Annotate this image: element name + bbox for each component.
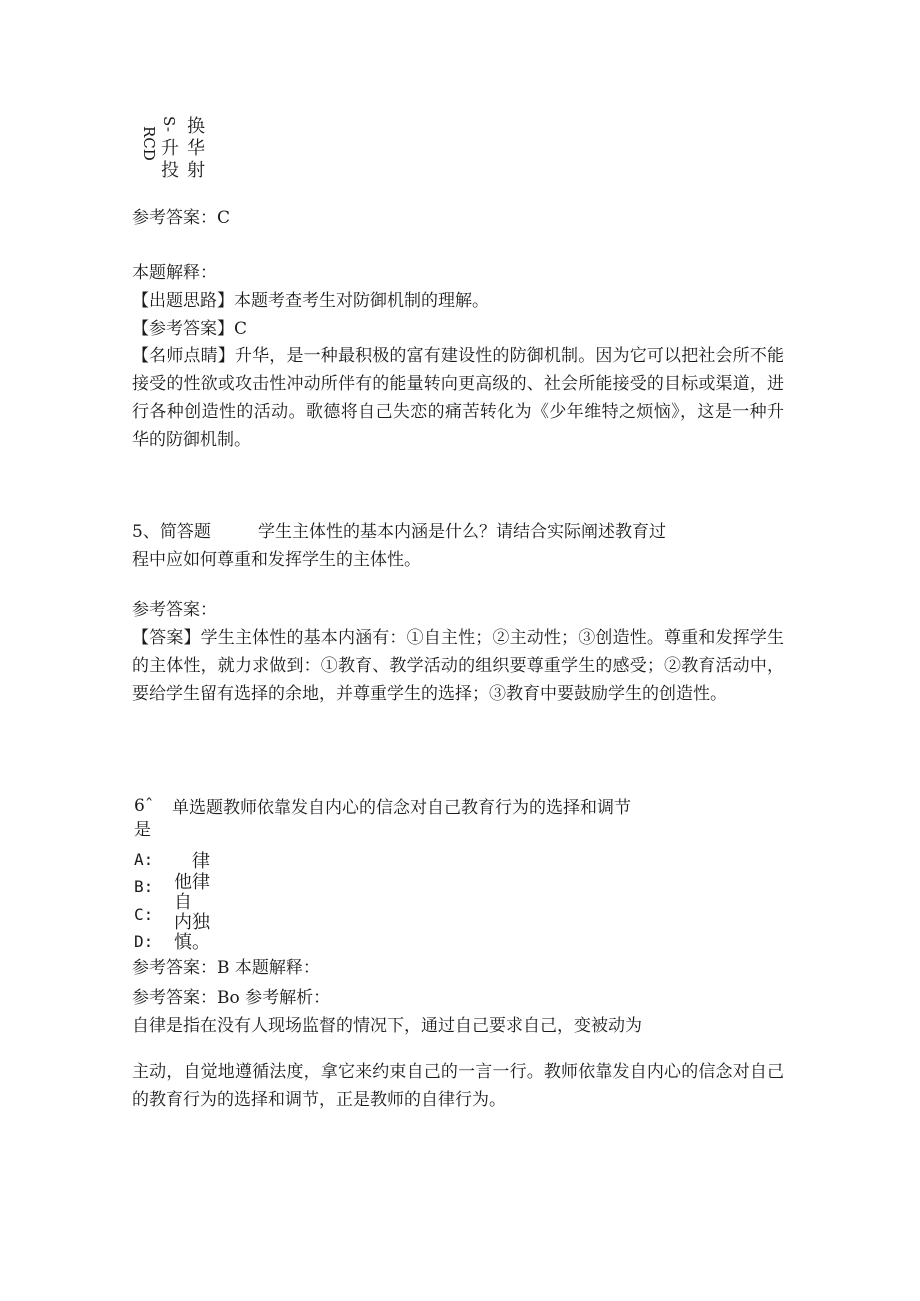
option-column-b: 升 投 <box>161 138 179 181</box>
q5-question-line1: 学生主体性的基本内涵是什么？请结合实际阐述教育过 <box>258 522 666 542</box>
q5-question-line2: 程中应如何尊重和发挥学生的主体性。 <box>132 550 421 570</box>
option-b-letter: B: <box>134 877 154 896</box>
q4-answer-line: 参考答案：C <box>132 208 231 228</box>
q5-answer-body: 【答案】学生主体性的基本内涵有：①自主性；②主动性；③创造性。尊重和发挥学生的主体性，就力求做到：①教育、教学活动的组织要尊重学生的感受；②教育活动中，要给学生留有选择的余地，并尊重学生的选择；③教育中要鼓励学生的创造性。 <box>132 628 784 704</box>
rotated-text-1: S- <box>160 116 178 132</box>
q5-answer-title: 参考答案： <box>132 600 217 620</box>
option-d-text: 内独 <box>174 912 210 933</box>
q6-explain-line1: 自律是指在没有人现场监督的情况下，通过自己要求自己，变被动为 <box>132 1016 642 1036</box>
option-c-letter: C: <box>134 905 154 924</box>
option-d-letter: D: <box>134 932 154 951</box>
q6-number: 6ˆ <box>134 796 154 816</box>
q6-question-tail: 是 <box>134 820 151 840</box>
q4-idea: 【出题思路】本题考查考生对防御机制的理解。 <box>132 291 489 311</box>
rotated-text-2: RCD <box>140 126 158 161</box>
option-a-text: 律 <box>192 851 210 872</box>
q6-answer-line2: 参考答案：Bo 参考解析： <box>132 988 331 1008</box>
option-extra-1: 自 <box>174 892 192 913</box>
q4-teacher-note: 【名师点睛】升华，是一种最积极的富有建设性的防御机制。因为它可以把社会所不能接受的性欲或攻击性冲动所伴有的能量转向更高级的、社会所能接受的目标或渠道，进行各种创造性的活动。歌德将自己失恋的痛苦转化为《少年维特之烦恼》，这是一种升华的防御机制。 <box>132 346 784 450</box>
q6-question: 单选题教师依靠发自内心的信念对自己教育行为的选择和调节 <box>172 798 631 818</box>
q6-explain-rest: 主动，自觉地遵循法度，拿它来约束自己的一言一行。教师依靠发自内心的信念对自己的教育行为的选择和调节，正是教师的自律行为。 <box>132 1062 784 1110</box>
option-b-text: 他律 <box>174 872 210 893</box>
option-a-letter: A: <box>134 850 154 869</box>
option-extra-2: 慎。 <box>174 932 210 953</box>
q4-answer-tag: 【参考答案】C <box>132 319 248 339</box>
q5-number: 5、简答题 <box>132 522 211 542</box>
option-column-a: 换 华 射 <box>187 116 205 181</box>
q6-answer-line: 参考答案：B 本题解释： <box>132 958 320 978</box>
q4-explain-title: 本题解释： <box>132 263 217 283</box>
